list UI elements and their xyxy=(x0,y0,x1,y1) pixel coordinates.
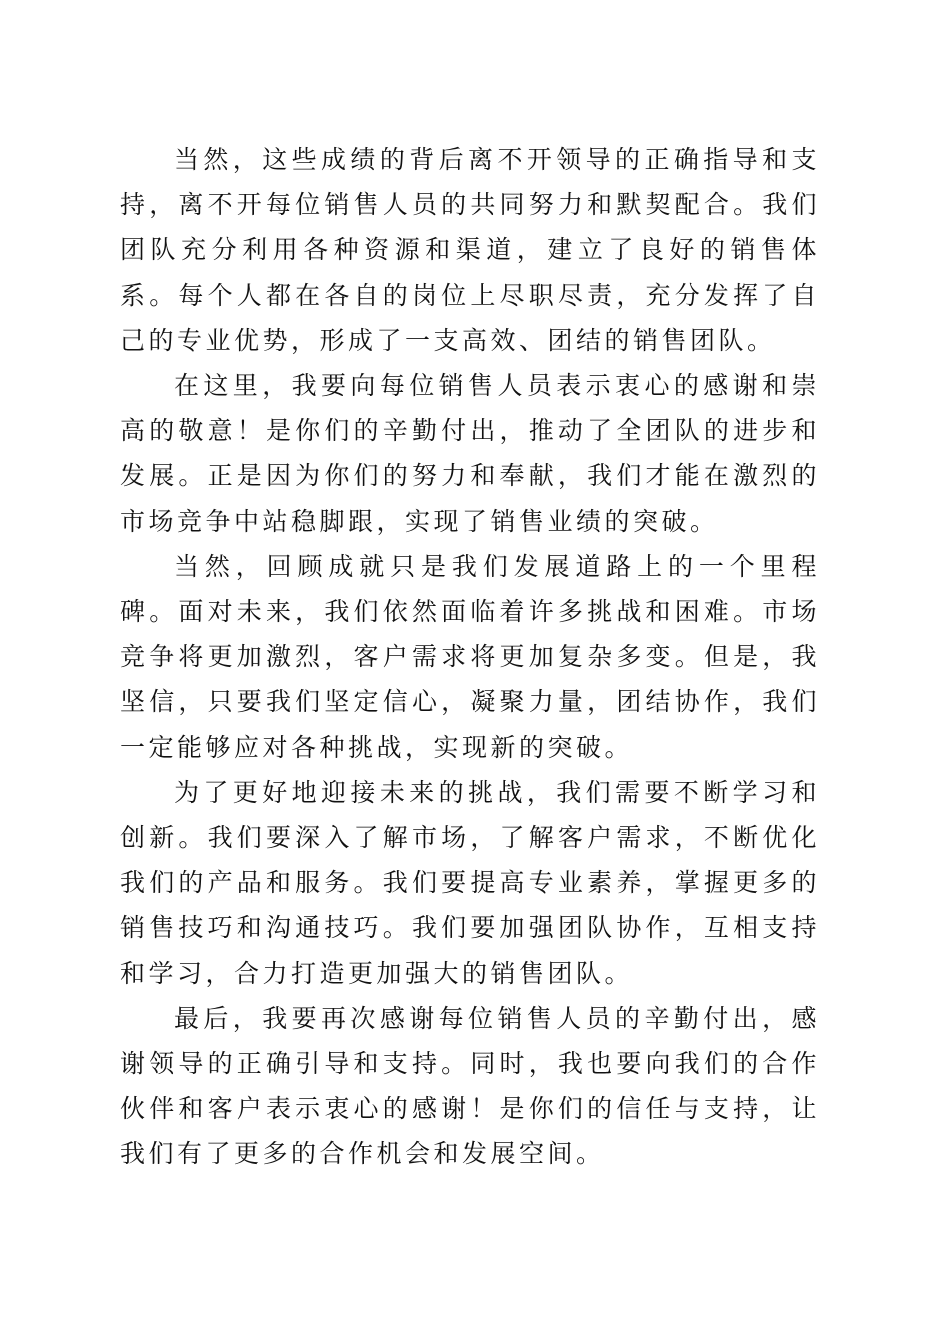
paragraph-5: 最后，我要再次感谢每位销售人员的辛勤付出，感谢领导的正确引导和支持。同时，我也要向我们的合作伙伴和客户表示衷心的感谢！是你们的信任与支持，让我们有了更多的合作机会和发展空间。 xyxy=(120,1003,820,1169)
paragraph-4: 为了更好地迎接未来的挑战，我们需要不断学习和创新。我们要深入了解市场，了解客户需求，不断优化我们的产品和服务。我们要提高专业素养，掌握更多的销售技巧和沟通技巧。我们要加强团队协作，互相支持和学习，合力打造更加强大的销售团队。 xyxy=(120,777,820,988)
paragraph-2: 在这里，我要向每位销售人员表示衷心的感谢和崇高的敬意！是你们的辛勤付出，推动了全团队的进步和发展。正是因为你们的努力和奉献，我们才能在激烈的市场竞争中站稳脚跟，实现了销售业绩的突破。 xyxy=(120,371,820,536)
paragraph-1: 当然，这些成绩的背后离不开领导的正确指导和支持，离不开每位销售人员的共同努力和默契配合。我们团队充分利用各种资源和渠道，建立了良好的销售体系。每个人都在各自的岗位上尽职尽责，充分发挥了自己的专业优势，形成了一支高效、团结的销售团队。 xyxy=(120,145,820,355)
document-body xyxy=(120,137,820,1177)
paragraph-3: 当然，回顾成就只是我们发展道路上的一个里程碑。面对未来，我们依然面临着许多挑战和困难。市场竞争将更加激烈，客户需求将更加复杂多变。但是，我坚信，只要我们坚定信心，凝聚力量，团结协作，我们一定能够应对各种挑战，实现新的突破。 xyxy=(120,551,820,762)
